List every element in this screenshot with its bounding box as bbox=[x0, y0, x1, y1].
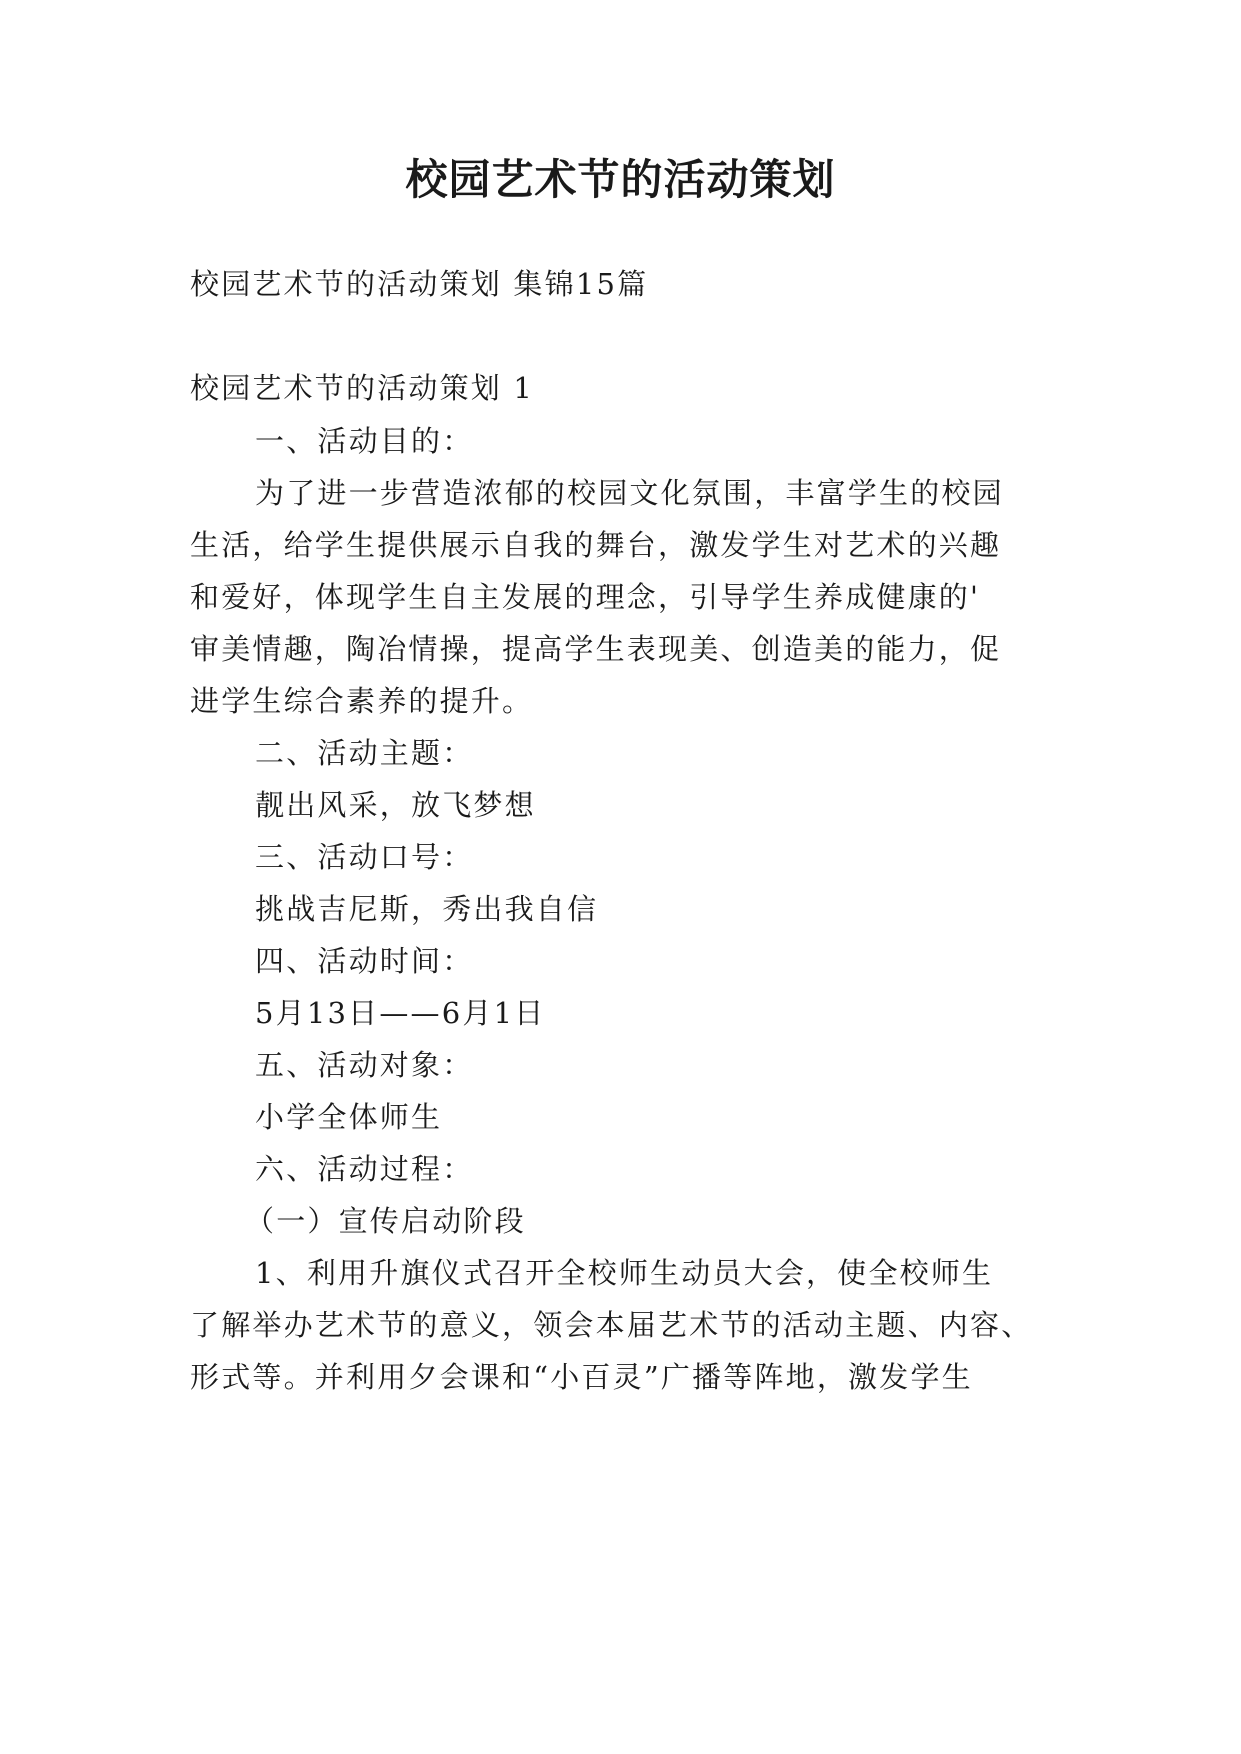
heading-activity-purpose: 一、活动目的： bbox=[255, 424, 474, 458]
activity-time-text: 5月13日——6月1日 bbox=[255, 996, 546, 1030]
heading-activity-audience: 五、活动对象： bbox=[255, 1048, 474, 1082]
section-heading: 校园艺术节的活动策划 1 bbox=[190, 371, 535, 405]
subheading-promotion-phase: （一）宣传启动阶段 bbox=[245, 1204, 526, 1238]
paragraph-line: 审美情趣，陶冶情操，提高学生表现美、创造美的能力，促 bbox=[190, 632, 1002, 666]
heading-activity-time: 四、活动时间： bbox=[255, 944, 474, 978]
activity-audience-text: 小学全体师生 bbox=[255, 1100, 443, 1134]
paragraph-line: 进学生综合素养的提升。 bbox=[190, 684, 534, 718]
document-title: 校园艺术节的活动策划 bbox=[405, 155, 836, 204]
heading-activity-process: 六、活动过程： bbox=[255, 1152, 474, 1186]
paragraph-line: 生活，给学生提供展示自我的舞台，激发学生对艺术的兴趣 bbox=[190, 528, 1002, 562]
heading-activity-theme: 二、活动主题： bbox=[255, 736, 474, 770]
paragraph-line: 和爱好，体现学生自主发展的理念，引导学生养成健康的' bbox=[190, 580, 981, 614]
heading-activity-slogan: 三、活动口号： bbox=[255, 840, 474, 874]
paragraph-line: 形式等。并利用夕会课和“小百灵”广播等阵地，激发学生 bbox=[190, 1360, 973, 1394]
paragraph-line: 1、利用升旗仪式召开全校师生动员大会，使全校师生 bbox=[255, 1256, 994, 1290]
activity-slogan-text: 挑战吉尼斯，秀出我自信 bbox=[255, 892, 599, 926]
paragraph-line: 了解举办艺术节的意义，领会本届艺术节的活动主题、内容、 bbox=[190, 1308, 1033, 1342]
activity-theme-text: 靓出风采，放飞梦想 bbox=[255, 788, 536, 822]
paragraph-line: 为了进一步营造浓郁的校园文化氛围，丰富学生的校园 bbox=[255, 476, 1004, 510]
document-subtitle: 校园艺术节的活动策划 集锦15篇 bbox=[190, 267, 649, 301]
